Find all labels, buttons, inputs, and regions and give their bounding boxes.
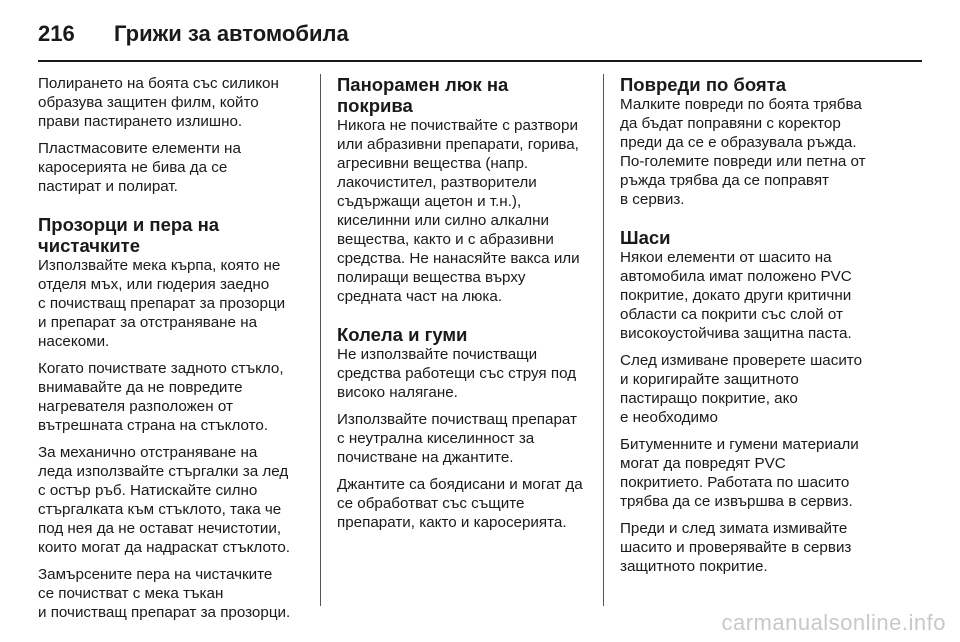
paragraph: Използвайте мека кърпа, която не отделя мъх, или гюдерия заедно с почистващ препарат за прозорци и препарат за отстраняване на насекоми.	[38, 257, 286, 350]
section-heading: Прозорци и пера на чистачките	[38, 214, 220, 256]
paragraph: За механично отстраняване на леда използвайте стъргалки за лед с остър ръб. Натискайте силно стъргалката към стъклото, така че под нея да не остават нечистотии, които могат да надраскат стъклото.	[38, 444, 291, 556]
paragraph: Използвайте почистващ препарат с неутрална киселинност за почистване на джантите.	[337, 411, 577, 466]
paragraph: Когато почиствате задното стъкло, внимавайте да не повредите нагревателя разположен от вътрешната страна на стъклото.	[38, 360, 284, 434]
paragraph: Не използвайте почистващи средства работещи със струя под високо налягане.	[337, 346, 577, 401]
watermark: carmanualsonline.info	[721, 610, 946, 635]
paragraph: Битуменните и гумени материали могат да повредят PVC покритието. Работата по шасито трябва да се извършва в сервиз.	[620, 436, 859, 510]
section-gap	[337, 314, 589, 324]
page-number: 216	[38, 21, 75, 46]
page-header	[38, 14, 922, 54]
section-gap	[620, 217, 872, 227]
content-columns	[38, 74, 922, 621]
paragraph: Полирането на боята със силикон образува защитен филм, който прави пастирането излишно.	[38, 75, 279, 130]
paragraph: Някои елементи от шасито на автомобила имат положено PVC покритие, докато други критични области са покрити със слой от високоустойчива защитна паста.	[620, 249, 852, 342]
column-1	[38, 74, 320, 621]
paragraph: Пластмасовите елементи на каросерията не бива да се пастират и полират.	[38, 140, 241, 195]
section-heading: Шаси	[620, 227, 671, 248]
paragraph: Замърсените пера на чистачките се почистват с мека тъкан и почистващ препарат за прозорци.	[38, 566, 291, 621]
paragraph: След измиване проверете шасито и коригирайте защитното пастиращо покритие, ако е необходимо	[620, 352, 863, 426]
chapter-title: Грижи за автомобила	[114, 21, 349, 46]
paragraph: Малките повреди по боята трябва да бъдат поправяни с коректор преди да се е образувала ръжда. По-големите повреди или петна от ръжда трябва да се поправят в сервиз.	[620, 96, 866, 208]
header-rule	[38, 60, 922, 62]
paragraph: Преди и след зимата измивайте шасито и проверявайте в сервиз защитното покритие.	[620, 520, 852, 575]
column-2	[321, 74, 603, 608]
section-heading: Колела и гуми	[337, 324, 468, 345]
section-heading: Панорамен люк на покрива	[337, 74, 509, 116]
section-gap	[38, 204, 306, 214]
column-3	[604, 74, 886, 608]
paragraph: Никога не почиствайте с разтвори или абразивни препарати, горива, агресивни вещества (напр. лакочистител, разтворители съдържащи ацетон и т.н.), киселинни или силно алкални вещества, както и с абразивни средства. Не нанасяйте вакса или полиращи вещества върху средната част на люка.	[337, 117, 580, 305]
section-heading: Повреди по боята	[620, 74, 787, 95]
paragraph: Джантите са боядисани и могат да се обработват със същите препарати, както и каросерията.	[337, 476, 583, 531]
